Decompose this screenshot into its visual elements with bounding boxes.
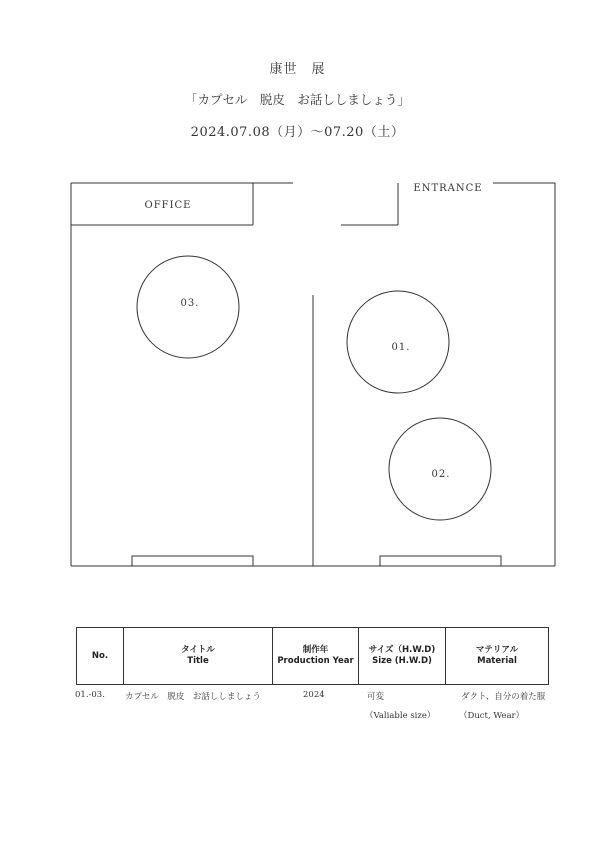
entrance-label: ENTRANCE (413, 183, 483, 194)
header-material: マテリアル Material (446, 628, 549, 685)
work-01-label: 01. (391, 342, 411, 353)
work-03-label: 03. (180, 298, 200, 309)
header-title: タイトル Title (124, 628, 273, 685)
row-no: 01.-03. (75, 690, 105, 700)
work-02-label: 02. (431, 469, 451, 480)
exhibition-title: 「カプセル 脱皮 お話ししましょう」 (185, 92, 410, 107)
header-no: No. (77, 628, 124, 685)
floor-vent-left (132, 556, 253, 566)
office-label: OFFICE (144, 200, 192, 211)
exhibition-dates: 2024.07.08（月）〜07.20（土） (190, 125, 405, 140)
floor-vent-right (380, 556, 501, 566)
works-table (76, 627, 549, 685)
row-title: カプセル 脱皮 お話ししましょう (125, 692, 261, 702)
artist-name: 康世 展 (269, 62, 326, 77)
header-size: サイズ（H.W.D) Size (H.W.D) (359, 628, 446, 685)
header-year: 制作年 Production Year (273, 628, 359, 685)
row-size-en: （Valiable size） (365, 711, 436, 721)
row-year: 2024 (303, 690, 325, 700)
table-header-row (77, 628, 549, 685)
row-material-en: （Duct, Wear） (459, 711, 525, 721)
row-material: ダクト、自分の着た服 (461, 692, 546, 702)
row-size: 可変 (367, 692, 385, 702)
